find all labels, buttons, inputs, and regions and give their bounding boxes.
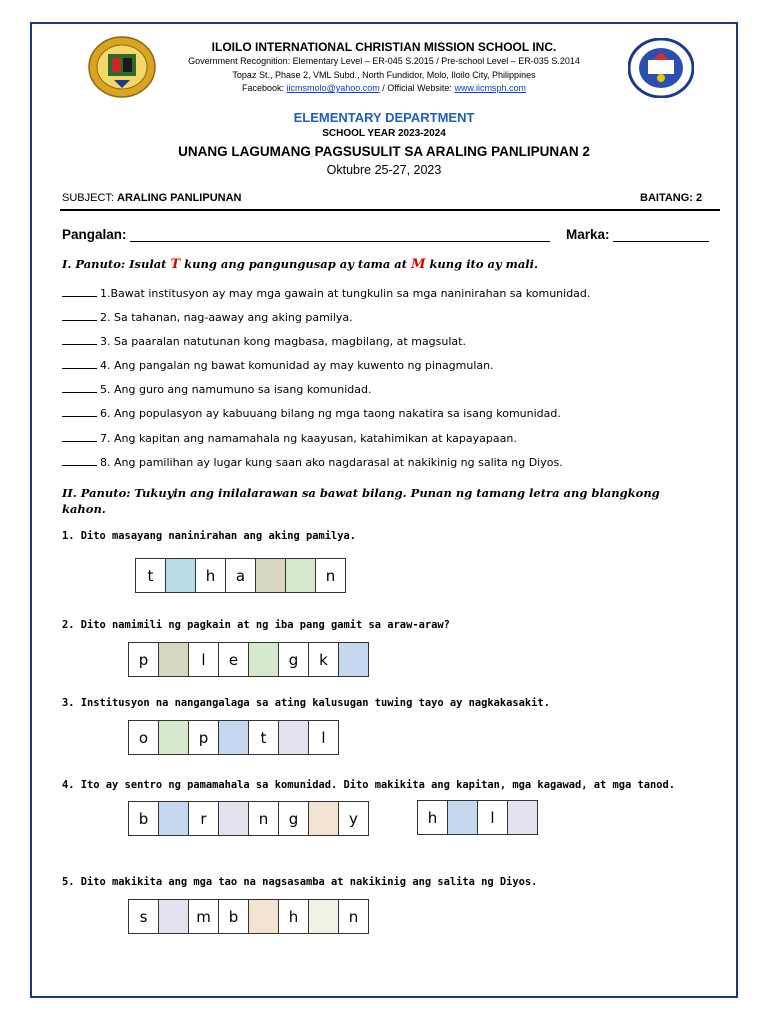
tf-item-text: 1.Bawat institusyon ay may mga gawain at tungkulin sa mga naninirahan sa komunidad.: [100, 287, 591, 300]
letter-box-filled: k: [308, 642, 339, 677]
letter-box-blank[interactable]: [507, 800, 538, 835]
name-label: Pangalan:: [62, 227, 127, 242]
exam-date: Oktubre 25-27, 2023: [326, 163, 442, 177]
name-field: [62, 227, 550, 242]
letter-box-blank[interactable]: [248, 642, 279, 677]
part2-instruction: II. Panuto: Tukuyin ang inilalarawan sa bawat bilang. Punan ng tamang letra ang blangkong kahon.: [62, 486, 660, 516]
letter-box-filled: h: [417, 800, 448, 835]
question-5: 5. Dito makikita ang mga tao na nagsasamba at nakikinig ang salita ng Diyos.: [62, 876, 538, 888]
letter-box-filled: t: [248, 720, 279, 755]
letter-box-blank[interactable]: [447, 800, 478, 835]
letter-box-blank[interactable]: [308, 899, 339, 934]
part1-instruction: [62, 257, 538, 272]
tf-item: [62, 383, 371, 396]
letter-box-blank[interactable]: [158, 642, 189, 677]
letter-box-filled: p: [188, 720, 219, 755]
letter-box-blank[interactable]: [165, 558, 196, 593]
score-label: Marka:: [566, 227, 610, 242]
subject-label: SUBJECT:: [62, 192, 118, 204]
tf-item: [62, 456, 563, 469]
website-label: / Official Website:: [379, 83, 455, 93]
question-1: 1. Dito masayang naninirahan ang aking pamilya.: [62, 530, 357, 542]
tf-item-text: 4. Ang pangalan ng bawat komunidad ay may kuwento ng pinagmulan.: [100, 359, 494, 372]
answer-blank[interactable]: [62, 456, 97, 466]
true-letter: T: [170, 257, 181, 272]
question-3: 3. Institusyon na nangangalaga sa ating kalusugan tuwing tayo ay nagkakasakit.: [62, 697, 550, 709]
score-field: [566, 227, 709, 242]
answer-blank[interactable]: [62, 383, 97, 393]
letter-boxes-1: [135, 558, 346, 593]
letter-box-blank[interactable]: [285, 558, 316, 593]
answer-blank[interactable]: [62, 432, 97, 442]
tf-item-text: 7. Ang kapitan ang namamahala ng kaayusan, katahimikan at kapayapaan.: [100, 432, 517, 445]
letter-box-filled: n: [338, 899, 369, 934]
department-title: ELEMENTARY DEPARTMENT: [293, 110, 475, 125]
letter-box-filled: h: [278, 899, 309, 934]
school-year: SCHOOL YEAR 2023-2024: [322, 128, 446, 139]
letter-box-filled: b: [218, 899, 249, 934]
tf-item: [62, 407, 561, 420]
letter-box-blank[interactable]: [158, 899, 189, 934]
tf-item: [62, 432, 517, 445]
letter-box-filled: n: [315, 558, 346, 593]
answer-blank[interactable]: [62, 287, 97, 297]
letter-box-filled: p: [128, 642, 159, 677]
letter-box-blank[interactable]: [308, 801, 339, 836]
letter-box-filled: r: [188, 801, 219, 836]
score-blank[interactable]: [613, 228, 709, 242]
letter-box-blank[interactable]: [338, 642, 369, 677]
answer-blank[interactable]: [62, 311, 97, 321]
letter-boxes-2: [128, 642, 369, 677]
header-divider: [60, 209, 720, 211]
tf-item: [62, 287, 590, 300]
letter-box-filled: t: [135, 558, 166, 593]
letter-box-blank[interactable]: [255, 558, 286, 593]
question-4: 4. Ito ay sentro ng pamamahala sa komunidad. Dito makikita ang kapitan, mga kagawad, at mga tanod.: [62, 779, 676, 791]
subject-value: ARALING PANLIPUNAN: [117, 192, 242, 204]
letter-boxes-5: [128, 899, 369, 934]
part1-instruction-post: kung ito ay mali.: [425, 257, 539, 271]
name-blank[interactable]: [130, 228, 550, 242]
letter-box-filled: l: [477, 800, 508, 835]
letter-box-filled: g: [278, 801, 309, 836]
false-letter: M: [411, 257, 426, 272]
grade-level: BAITANG: 2: [640, 192, 703, 204]
letter-box-filled: g: [278, 642, 309, 677]
letter-box-filled: o: [128, 720, 159, 755]
letter-box-filled: l: [308, 720, 339, 755]
tf-item-text: 2. Sa tahanan, nag-aaway ang aking pamilya.: [100, 311, 353, 324]
letter-box-blank[interactable]: [158, 720, 189, 755]
letter-box-filled: l: [188, 642, 219, 677]
recognition-text: Government Recognition: Elementary Level – ER-045 S.2015 / Pre-school Level – ER-035 S.2014: [188, 56, 580, 66]
letter-box-blank[interactable]: [248, 899, 279, 934]
tf-item: [62, 359, 494, 372]
address-text: Topaz St., Phase 2, VML Subd., North Fundidor, Molo, Iloilo City, Philippines: [232, 70, 536, 80]
answer-blank[interactable]: [62, 335, 97, 345]
letter-box-blank[interactable]: [218, 720, 249, 755]
tf-item-text: 8. Ang pamilihan ay lugar kung saan ako nagdarasal at nakikinig ng salita ng Diyos.: [100, 456, 563, 469]
letter-box-filled: n: [248, 801, 279, 836]
letter-box-filled: y: [338, 801, 369, 836]
answer-blank[interactable]: [62, 407, 97, 417]
tf-item-text: 6. Ang populasyon ay kabuuang bilang ng mga taong nakatira sa isang komunidad.: [100, 407, 561, 420]
letter-box-filled: e: [218, 642, 249, 677]
letter-box-blank[interactable]: [278, 720, 309, 755]
school-name: ILOILO INTERNATIONAL CHRISTIAN MISSION SCHOOL INC.: [211, 40, 557, 54]
subject-line: [62, 192, 241, 204]
letter-boxes-4b: [417, 800, 538, 835]
letter-box-filled: a: [225, 558, 256, 593]
letter-boxes-3: [128, 720, 339, 755]
letter-box-blank[interactable]: [218, 801, 249, 836]
facebook-email-link[interactable]: iicmsmolo@yahoo.com: [286, 83, 380, 93]
letter-box-filled: b: [128, 801, 159, 836]
answer-blank[interactable]: [62, 359, 97, 369]
website-link[interactable]: www.iicmsph.com: [454, 83, 526, 93]
tf-item-text: 5. Ang guro ang namumuno sa isang komunidad.: [100, 383, 372, 396]
facebook-label: Facebook:: [242, 83, 287, 93]
letter-box-filled: s: [128, 899, 159, 934]
letter-box-filled: m: [188, 899, 219, 934]
exam-title: UNANG LAGUMANG PAGSUSULIT SA ARALING PANLIPUNAN 2: [178, 144, 590, 159]
question-2: 2. Dito namimili ng pagkain at ng iba pang gamit sa araw-araw?: [62, 619, 450, 631]
letter-boxes-4a: [128, 801, 369, 836]
tf-item: [62, 335, 466, 348]
contact-line: [0, 83, 768, 93]
tf-item-text: 3. Sa paaralan natutunan kong magbasa, magbilang, at magsulat.: [100, 335, 466, 348]
part1-instruction-pre: I. Panuto: Isulat: [62, 257, 171, 271]
part1-instruction-mid: kung ang pangungusap ay tama at: [180, 257, 412, 271]
letter-box-filled: h: [195, 558, 226, 593]
tf-item: [62, 311, 353, 324]
letter-box-blank[interactable]: [158, 801, 189, 836]
